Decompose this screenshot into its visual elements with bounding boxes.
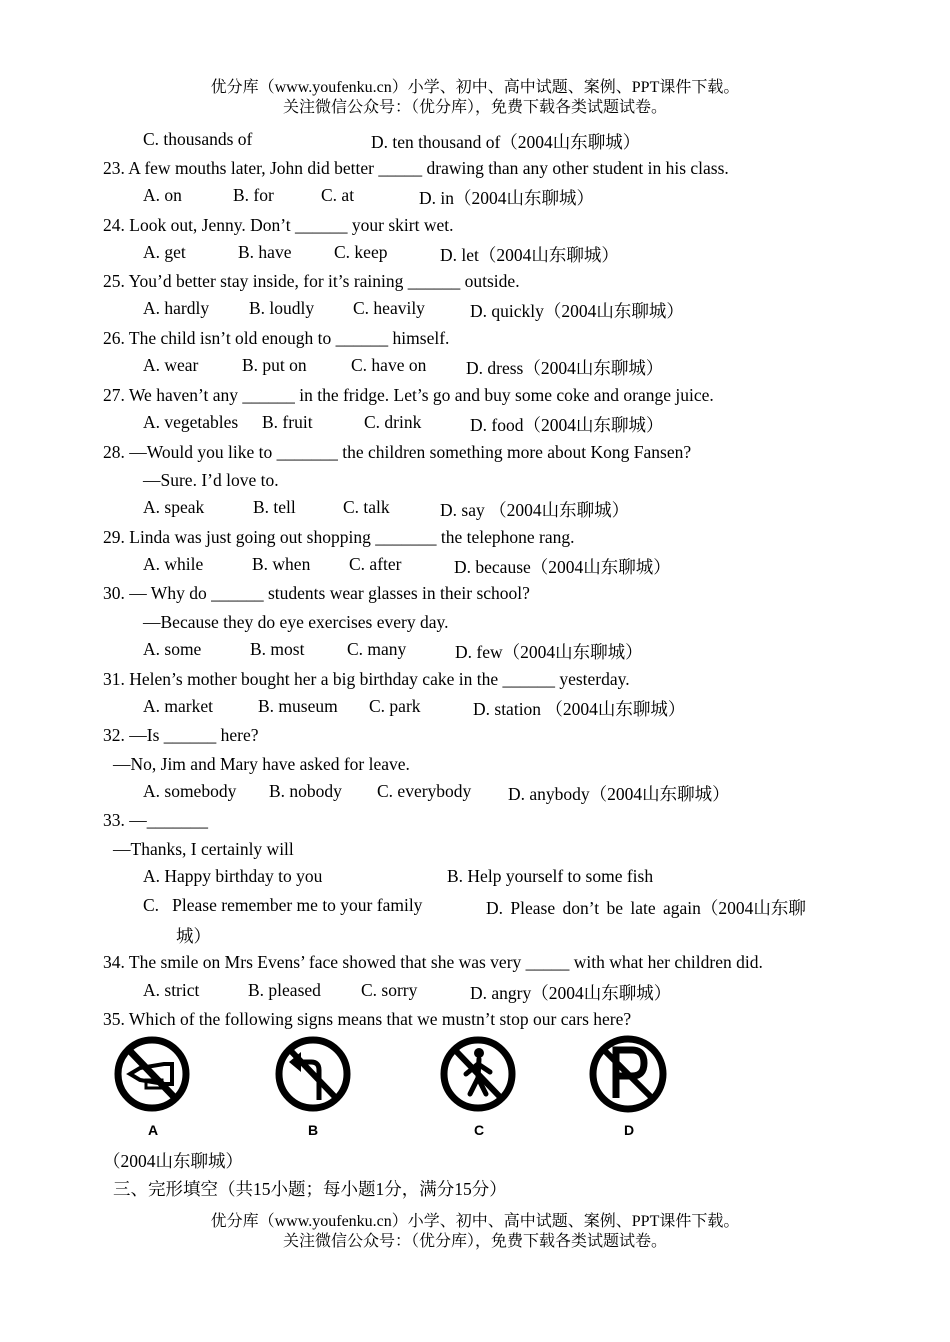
- q26-option-c: C. have on: [351, 355, 427, 375]
- q25-option-c: C. heavily: [353, 298, 425, 318]
- no-parking-sign-icon: [586, 1032, 670, 1116]
- header-line-2: 关注微信公众号：（优分库），免费下载各类试题试卷。: [282, 99, 667, 116]
- q26-option-b: B. put on: [242, 355, 307, 375]
- q23-stem: 23. A few mouths later, John did better _____ drawing than any other student in his class.: [103, 158, 729, 178]
- sign-label-b: B: [308, 1122, 319, 1138]
- q35-stem: 35. Which of the following signs means that we mustn’t stop our cars here?: [103, 1009, 632, 1029]
- q23-option-a: A. on: [143, 185, 182, 205]
- q23-option-d: D. in（2004山东聊城）: [419, 188, 594, 208]
- q24-option-b: B. have: [238, 242, 292, 262]
- q34-option-b: B. pleased: [248, 980, 321, 1000]
- q32-option-c: C. everybody: [377, 781, 472, 801]
- q31-option-c: C. park: [369, 696, 421, 716]
- q28-reply: —Sure. I’d love to.: [143, 470, 279, 490]
- q24-option-d: D. let（2004山东聊城）: [440, 245, 619, 265]
- no-pedestrians-sign-icon: [438, 1034, 518, 1114]
- q29-stem: 29. Linda was just going out shopping _______ the telephone rang.: [103, 527, 575, 547]
- q31-option-a: A. market: [143, 696, 213, 716]
- q33-stem: 33. —_______: [103, 810, 208, 830]
- section-3-heading: 三、完形填空（共15小题；每小题1分，满分15分）: [113, 1179, 507, 1199]
- q27-option-b: B. fruit: [262, 412, 313, 432]
- q34-stem: 34. The smile on Mrs Evens’ face showed that she was very _____ with what her children did.: [103, 952, 763, 972]
- q29-option-c: C. after: [349, 554, 402, 574]
- q30-stem: 30. — Why do ______ students wear glasses in their school?: [103, 583, 530, 603]
- no-horn-sign-icon: [112, 1034, 192, 1114]
- q29-option-b: B. when: [252, 554, 311, 574]
- q24-option-a: A. get: [143, 242, 186, 262]
- q32-reply: —No, Jim and Mary have asked for leave.: [113, 754, 410, 774]
- q33-option-c: C. Please remember me to your family: [143, 895, 423, 915]
- q33-option-d-continued: 城）: [176, 926, 211, 946]
- q27-option-a: A. vegetables: [143, 412, 239, 432]
- q27-stem: 27. We haven’t any ______ in the fridge. Let’s go and buy some coke and orange juice.: [103, 385, 714, 405]
- q30-option-b: B. most: [250, 639, 305, 659]
- q31-option-b: B. museum: [258, 696, 338, 716]
- q32-option-b: B. nobody: [269, 781, 342, 801]
- q31-option-d: D. station （2004山东聊城）: [473, 699, 686, 719]
- q34-option-c: C. sorry: [361, 980, 418, 1000]
- q31-stem: 31. Helen’s mother bought her a big birthday cake in the ______ yesterday.: [103, 669, 630, 689]
- no-left-turn-sign-icon: [273, 1034, 353, 1114]
- q30-option-d: D. few（2004山东聊城）: [455, 642, 643, 662]
- q33-option-b: B. Help yourself to some fish: [447, 866, 654, 886]
- q33-reply: —Thanks, I certainly will: [113, 839, 294, 859]
- q32-stem: 32. —Is ______ here?: [103, 725, 259, 745]
- q22-option-c: C. thousands of: [143, 129, 253, 149]
- q34-option-d: D. angry（2004山东聊城）: [470, 983, 672, 1003]
- q33-option-d: D. Please don’t be late again（2004山东聊: [486, 898, 806, 918]
- q33-option-a: A. Happy birthday to you: [143, 866, 323, 886]
- q30-option-c: C. many: [347, 639, 407, 659]
- sign-label-c: C: [474, 1122, 485, 1138]
- q29-option-a: A. while: [143, 554, 204, 574]
- q28-option-d: D. say （2004山东聊城）: [440, 500, 630, 520]
- q34-option-a: A. strict: [143, 980, 200, 1000]
- q26-stem: 26. The child isn’t old enough to ______ himself.: [103, 328, 450, 348]
- q24-stem: 24. Look out, Jenny. Don’t ______ your skirt wet.: [103, 215, 454, 235]
- q32-option-a: A. somebody: [143, 781, 237, 801]
- q35-source: （2004山东聊城）: [103, 1151, 243, 1171]
- q30-reply: —Because they do eye exercises every day.: [143, 612, 449, 632]
- q25-option-b: B. loudly: [249, 298, 315, 318]
- q28-option-b: B. tell: [253, 497, 296, 517]
- q25-option-d: D. quickly（2004山东聊城）: [470, 301, 684, 321]
- q25-stem: 25. You’d better stay inside, for it’s raining ______ outside.: [103, 271, 520, 291]
- q24-option-c: C. keep: [334, 242, 388, 262]
- q25-option-a: A. hardly: [143, 298, 210, 318]
- q28-stem: 28. —Would you like to _______ the children something more about Kong Fansen?: [103, 442, 692, 462]
- q26-option-a: A. wear: [143, 355, 199, 375]
- q29-option-d: D. because（2004山东聊城）: [454, 557, 671, 577]
- traffic-signs-figure: [100, 1032, 700, 1142]
- q26-option-d: D. dress（2004山东聊城）: [466, 358, 664, 378]
- q27-option-d: D. food（2004山东聊城）: [470, 415, 664, 435]
- q23-option-b: B. for: [233, 185, 274, 205]
- sign-label-d: D: [624, 1122, 635, 1138]
- q27-option-c: C. drink: [364, 412, 422, 432]
- q32-option-d: D. anybody（2004山东聊城）: [508, 784, 730, 804]
- sign-label-a: A: [148, 1122, 159, 1138]
- q28-option-c: C. talk: [343, 497, 390, 517]
- q23-option-c: C. at: [321, 185, 355, 205]
- q30-option-a: A. some: [143, 639, 202, 659]
- q28-option-a: A. speak: [143, 497, 205, 517]
- footer-line-1: 优分库（www.youfenku.cn）小学、初中、高中试题、案例、PPT课件下载。: [210, 1213, 740, 1230]
- footer-line-2: 关注微信公众号：（优分库），免费下载各类试题试卷。: [282, 1233, 667, 1250]
- header-line-1: 优分库（www.youfenku.cn）小学、初中、高中试题、案例、PPT课件下载。: [210, 79, 740, 96]
- q22-option-d: D. ten thousand of（2004山东聊城）: [371, 132, 641, 152]
